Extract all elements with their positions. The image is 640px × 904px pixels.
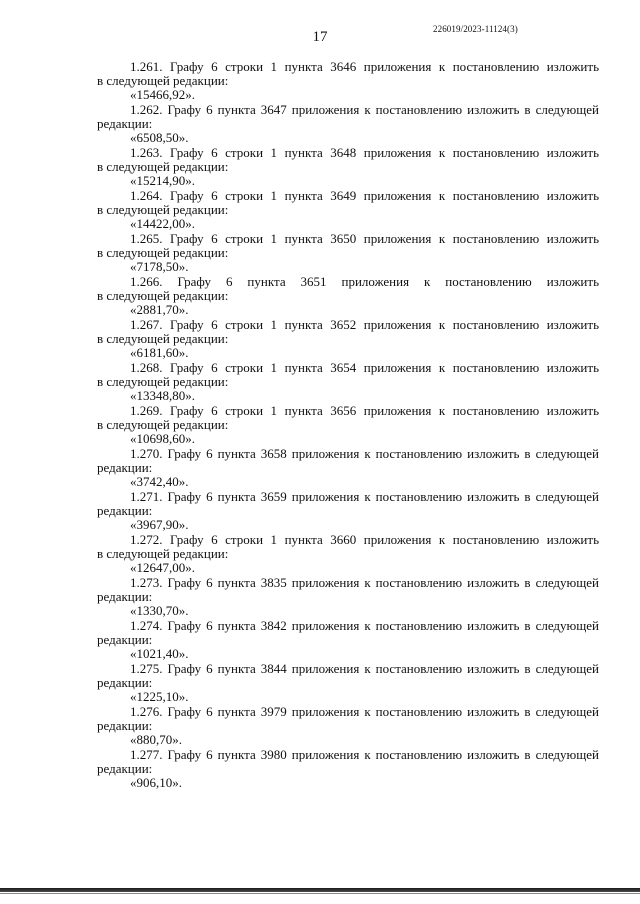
amendment-value: «14422,00». [130,216,195,232]
amendment-text-continuation: в следующей редакции: [97,73,229,89]
amendment-text-continuation: в следующей редакции: [97,159,229,175]
amendment-text-line: 1.271. Графу 6 пункта 3659 приложения к постановлению изложить в следующей [130,489,599,504]
amendment-paragraph [97,232,599,260]
bottom-border-shadow [0,893,640,894]
amendment-value: «15466,92». [130,87,195,103]
amendment-paragraph [97,361,599,389]
amendment-paragraph [97,189,599,217]
amendment-value: «12647,00». [130,560,195,576]
amendment-paragraph [97,533,599,561]
amendment-text-line: 1.272. Графу 6 строки 1 пункта 3660 приложения к постановлению изложить [130,532,599,547]
amendment-value: «3967,90». [130,517,189,533]
amendment-text-continuation: в следующей редакции: [97,245,229,261]
amendment-value: «10698,60». [130,431,195,447]
amendment-text-line: 1.275. Графу 6 пункта 3844 приложения к постановлению изложить в следующей [130,661,599,676]
amendment-text-continuation: редакции: [97,718,153,734]
amendment-text-line: 1.277. Графу 6 пункта 3980 приложения к постановлению изложить в следующей [130,747,599,762]
amendment-value: «2881,70». [130,302,189,318]
amendment-text-continuation: редакции: [97,116,153,132]
amendment-text-line: 1.264. Графу 6 строки 1 пункта 3649 приложения к постановлению изложить [130,188,599,203]
amendment-text-continuation: в следующей редакции: [97,417,229,433]
amendment-value: «880,70». [130,732,182,748]
amendment-paragraph [97,662,599,690]
amendment-text-continuation: в следующей редакции: [97,288,229,304]
amendment-text-continuation: редакции: [97,589,153,605]
amendment-text-line: 1.262. Графу 6 пункта 3647 приложения к постановлению изложить в следующей [130,102,599,117]
amendment-text-continuation: редакции: [97,460,153,476]
amendment-text-line: 1.263. Графу 6 строки 1 пункта 3648 приложения к постановлению изложить [130,145,599,160]
amendment-paragraph [97,619,599,647]
amendment-text-line: 1.270. Графу 6 пункта 3658 приложения к постановлению изложить в следующей [130,446,599,461]
amendment-paragraph [97,490,599,518]
amendment-text-line: 1.269. Графу 6 строки 1 пункта 3656 приложения к постановлению изложить [130,403,599,418]
amendment-paragraph [97,60,599,88]
amendment-paragraph [97,318,599,346]
amendment-text-line: 1.265. Графу 6 строки 1 пункта 3650 приложения к постановлению изложить [130,231,599,246]
amendment-text-line: 1.268. Графу 6 строки 1 пункта 3654 приложения к постановлению изложить [130,360,599,375]
amendment-text-continuation: в следующей редакции: [97,374,229,390]
amendment-paragraph [97,275,599,303]
amendment-value: «3742,40». [130,474,189,490]
amendment-text-line: 1.273. Графу 6 пункта 3835 приложения к постановлению изложить в следующей [130,575,599,590]
bottom-border [0,888,640,892]
amendment-paragraph [97,748,599,776]
amendment-text-continuation: в следующей редакции: [97,202,229,218]
amendment-text-line: 1.266. Графу 6 пункта 3651 приложения к постановлению изложить [130,274,599,289]
amendment-paragraph [97,103,599,131]
amendment-value: «1330,70». [130,603,189,619]
amendment-paragraph [97,404,599,432]
amendment-value: «6181,60». [130,345,189,361]
amendment-value: «1225,10». [130,689,189,705]
amendment-value: «6508,50». [130,130,189,146]
amendment-text-continuation: в следующей редакции: [97,546,229,562]
amendment-value: «7178,50». [130,259,189,275]
amendment-value: «1021,40». [130,646,189,662]
amendment-value: «13348,80». [130,388,195,404]
amendment-value: «15214,90». [130,173,195,189]
amendment-paragraph [97,447,599,475]
amendment-text-line: 1.261. Графу 6 строки 1 пункта 3646 приложения к постановлению изложить [130,59,599,74]
amendment-text-line: 1.267. Графу 6 строки 1 пункта 3652 приложения к постановлению изложить [130,317,599,332]
amendment-value: «906,10». [130,775,182,791]
amendment-text-continuation: редакции: [97,503,153,519]
amendment-text-line: 1.276. Графу 6 пункта 3979 приложения к постановлению изложить в следующей [130,704,599,719]
page-number: 17 [312,29,328,45]
amendment-paragraph [97,576,599,604]
amendment-text-continuation: редакции: [97,761,153,777]
amendment-paragraph [97,705,599,733]
document-id: 226019/2023-11124(3) [433,24,518,34]
amendment-paragraph [97,146,599,174]
document-body [97,60,599,791]
amendment-text-continuation: редакции: [97,632,153,648]
amendment-text-continuation: редакции: [97,675,153,691]
amendment-text-line: 1.274. Графу 6 пункта 3842 приложения к постановлению изложить в следующей [130,618,599,633]
amendment-text-continuation: в следующей редакции: [97,331,229,347]
